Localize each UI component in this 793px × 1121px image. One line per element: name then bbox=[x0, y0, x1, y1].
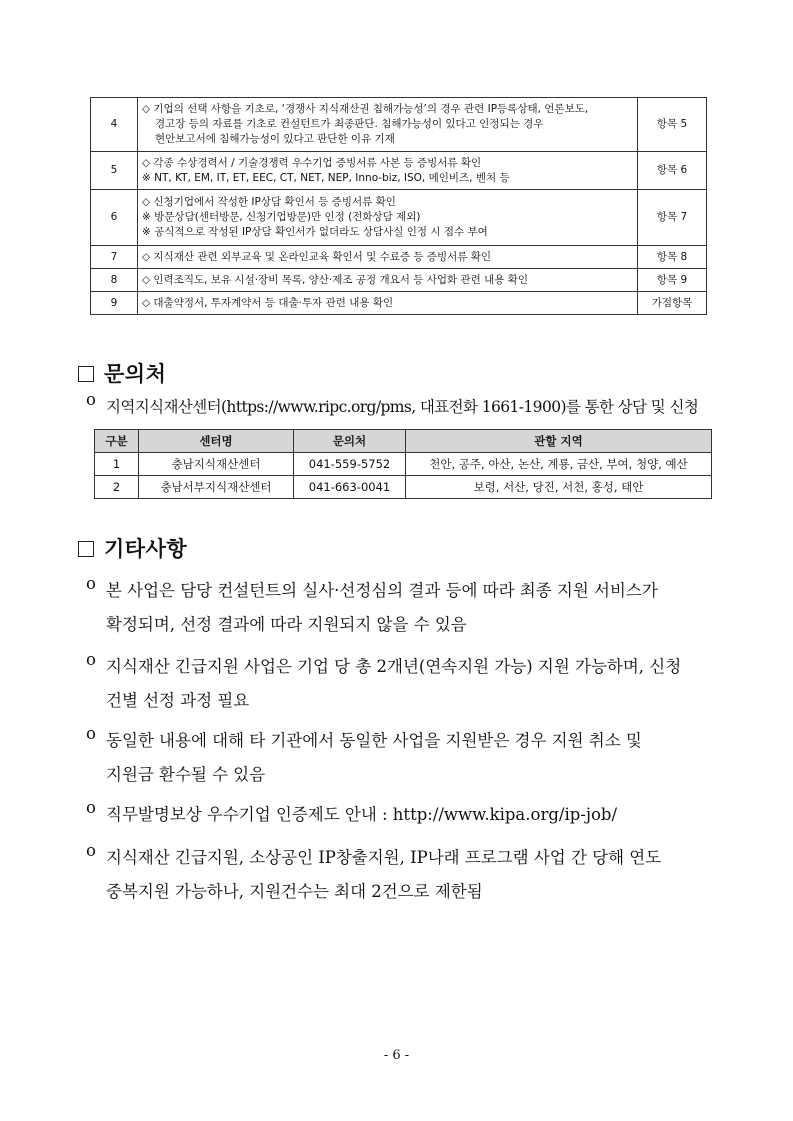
cell-division: 2 bbox=[95, 476, 139, 499]
list-item-line: 건별 선정 과정 필요 bbox=[106, 691, 250, 710]
list-item bbox=[86, 798, 726, 832]
row-item-ref: 항목 7 bbox=[638, 190, 707, 246]
list-item bbox=[86, 724, 726, 792]
cell-center-name: 충남서부지식재산센터 bbox=[139, 476, 294, 499]
bullet-marker: o bbox=[86, 798, 96, 817]
cell-phone: 041-663-0041 bbox=[294, 476, 406, 499]
row-description bbox=[138, 292, 638, 315]
row-number: 4 bbox=[91, 98, 138, 152]
description-line: ◇ 지식재산 관련 외부교육 및 온라인교육 확인서 및 수료증 등 증빙서류 확인 bbox=[142, 250, 492, 263]
row-item-ref: 가점항목 bbox=[638, 292, 707, 315]
row-item-ref: 항목 9 bbox=[638, 269, 707, 292]
bullet-marker: o bbox=[86, 841, 96, 860]
description-line: 경고장 등의 자료를 기초로 컨설턴트가 최종판단. 침해가능성이 있다고 인정되는 경우 bbox=[155, 118, 544, 130]
row-item-ref: 항목 6 bbox=[638, 152, 707, 190]
bullet-marker: o bbox=[86, 574, 96, 593]
description-line: ◇ 신청기업에서 작성한 IP상담 확인서 등 증빙서류 확인 bbox=[142, 196, 396, 208]
bullet-marker: o bbox=[86, 724, 96, 743]
row-number: 7 bbox=[91, 246, 138, 269]
row-item-ref: 항목 8 bbox=[638, 246, 707, 269]
row-description bbox=[138, 98, 638, 152]
row-number: 5 bbox=[91, 152, 138, 190]
table-row bbox=[91, 190, 707, 246]
description-line: ※ 공식적으로 작성된 IP상담 확인서가 없더라도 상담사실 인정 시 점수 부여 bbox=[142, 226, 488, 238]
header-phone: 문의처 bbox=[294, 430, 406, 453]
list-item-line: 지원금 환수될 수 있음 bbox=[106, 765, 266, 784]
etc-section-title bbox=[78, 533, 187, 563]
row-number: 6 bbox=[91, 190, 138, 246]
description-line: ◇ 인력조직도, 보유 시설·장비 목록, 양산·제조 공정 개요서 등 사업화 관련 내용 확인 bbox=[142, 273, 529, 286]
row-description bbox=[138, 269, 638, 292]
list-item-line: 지식재산 긴급지원 사업은 기업 당 총 2개년(연속지원 가능) 지원 가능하며, 신청 bbox=[106, 657, 682, 676]
list-item bbox=[86, 650, 726, 718]
table-row bbox=[91, 269, 707, 292]
bullet-marker: o bbox=[86, 650, 96, 669]
row-description bbox=[138, 190, 638, 246]
contact-title-text: 문의처 bbox=[104, 362, 167, 386]
table-row bbox=[91, 152, 707, 190]
evaluation-criteria-table bbox=[90, 97, 707, 315]
row-number: 9 bbox=[91, 292, 138, 315]
cell-center-name: 충남지식재산센터 bbox=[139, 453, 294, 476]
list-item-line: 직무발명보상 우수기업 인증제도 안내 : http://www.kipa.org/ip-job/ bbox=[106, 805, 618, 824]
cell-region: 보령, 서산, 당진, 서천, 홍성, 태안 bbox=[406, 476, 712, 499]
list-item-line: 지식재산 긴급지원, 소상공인 IP창출지원, IP나래 프로그램 사업 간 당해 연도 bbox=[106, 848, 662, 867]
list-item bbox=[86, 574, 726, 642]
list-item-line: 중복지원 가능하나, 지원건수는 최대 2건으로 제한됨 bbox=[106, 882, 483, 901]
square-bullet-icon bbox=[78, 541, 94, 557]
bullet-marker: o bbox=[86, 390, 96, 409]
list-item bbox=[86, 841, 726, 909]
table-row bbox=[95, 453, 712, 476]
contact-table bbox=[94, 429, 712, 499]
header-center-name: 센터명 bbox=[139, 430, 294, 453]
description-line: 현안보고서에 침해가능성이 있다고 판단한 이유 기재 bbox=[155, 133, 395, 145]
list-item-line: 확정되며, 선정 결과에 따라 지원되지 않을 수 있음 bbox=[106, 615, 467, 634]
contact-intro bbox=[86, 390, 726, 424]
contact-intro-text: 지역지식재산센터(https://www.ripc.org/pms, 대표전화 1661-1900)를 통한 상담 및 신청 bbox=[106, 398, 699, 416]
cell-division: 1 bbox=[95, 453, 139, 476]
square-bullet-icon bbox=[78, 366, 94, 382]
description-line: ◇ 각종 수상경력서 / 기술경쟁력 우수기업 증빙서류 사본 등 증빙서류 확인 bbox=[142, 156, 482, 169]
etc-title-text: 기타사항 bbox=[104, 537, 188, 561]
row-description bbox=[138, 246, 638, 269]
row-item-ref: 항목 5 bbox=[638, 98, 707, 152]
contact-section-title bbox=[78, 358, 166, 388]
table-row bbox=[91, 98, 707, 152]
description-line: ※ NT, KT, EM, IT, ET, EEC, CT, NET, NEP, Inno-biz, ISO, 메인비즈, 벤처 등 bbox=[142, 171, 510, 184]
list-item-line: 동일한 내용에 대해 타 기관에서 동일한 사업을 지원받은 경우 지원 취소 및 bbox=[106, 731, 642, 750]
row-number: 8 bbox=[91, 269, 138, 292]
table-row bbox=[91, 292, 707, 315]
cell-phone: 041-559-5752 bbox=[294, 453, 406, 476]
row-description bbox=[138, 152, 638, 190]
page-number: - 6 - bbox=[383, 1048, 410, 1063]
description-line: ◇ 대출약정서, 투자계약서 등 대출·투자 관련 내용 확인 bbox=[142, 296, 394, 309]
cell-region: 천안, 공주, 아산, 논산, 계룡, 금산, 부여, 청양, 예산 bbox=[406, 453, 712, 476]
contact-header-row bbox=[95, 430, 712, 453]
list-item-line: 본 사업은 담당 컨설턴트의 실사·선정심의 결과 등에 따라 최종 지원 서비스가 bbox=[106, 581, 658, 600]
description-line: ◇ 기업의 선택 사항을 기초로, ‘경쟁사 지식재산권 침해가능성’의 경우 관련 IP등록상태, 언론보도, bbox=[142, 103, 589, 115]
table-row bbox=[91, 246, 707, 269]
header-division: 구분 bbox=[95, 430, 139, 453]
table-row bbox=[95, 476, 712, 499]
header-region: 관할 지역 bbox=[406, 430, 712, 453]
description-line: ※ 방문상담(센터방문, 신청기업방문)만 인정 (전화상담 제외) bbox=[142, 211, 421, 223]
